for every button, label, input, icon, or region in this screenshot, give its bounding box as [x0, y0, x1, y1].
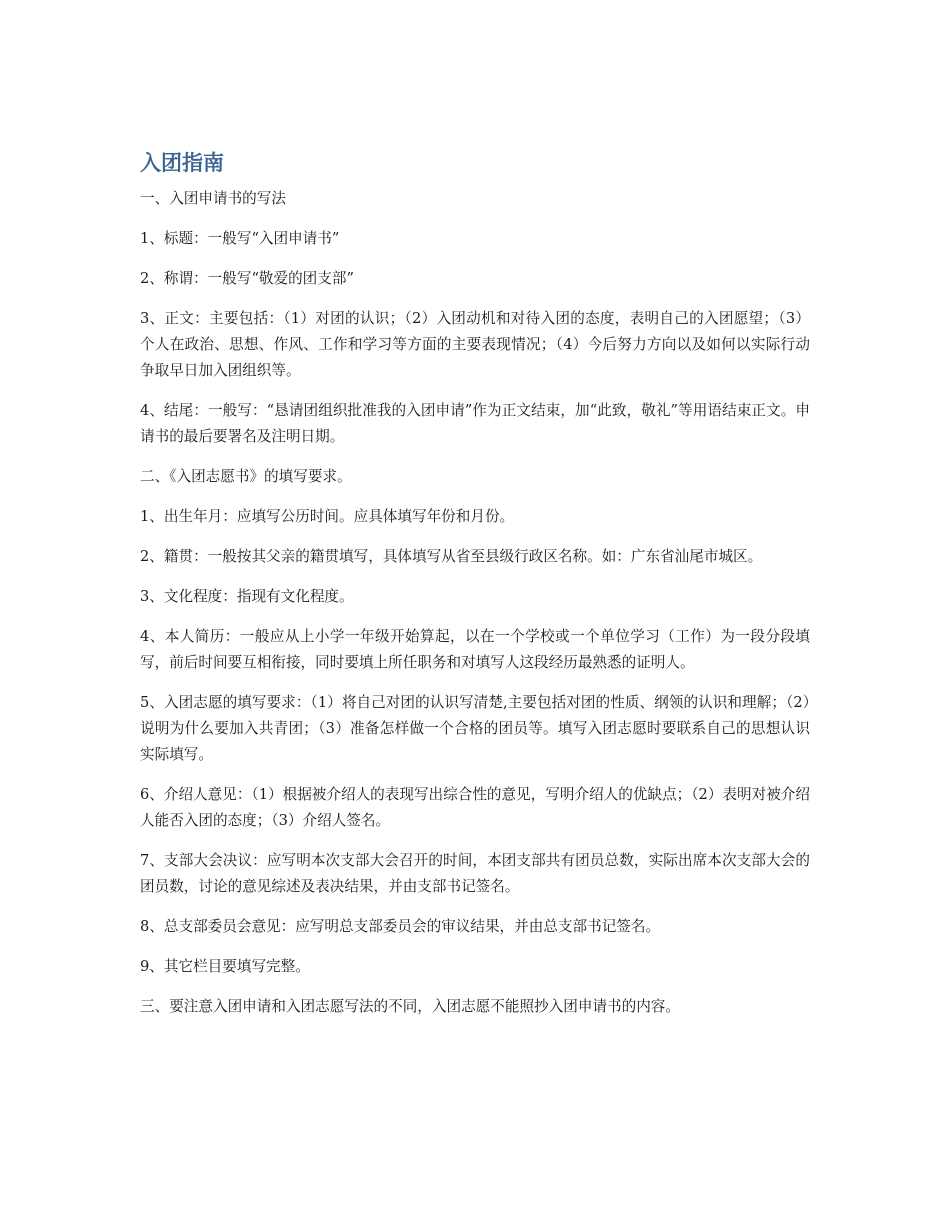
document-title: 入团指南 [140, 151, 224, 175]
paragraph-salutation-rule: 2、称谓：一般写“敬爱的团支部” [140, 270, 354, 287]
document-page [140, 148, 810, 1034]
section-heading-1: 一、入团申请书的写法 [140, 190, 286, 207]
paragraph-general-branch: 8、总支部委员会意见：应写明总支部委员会的审议结果，并由总支部书记签名。 [140, 918, 661, 935]
paragraph-other-fields: 9、其它栏目要填写完整。 [140, 958, 310, 975]
paragraph-aspiration: 5、入团志愿的填写要求：（1）将自己对团的认识写清楚,主要包括对团的性质、纲领的认识和理解；（2）说明为什么要加入共青团；（3）准备怎样做一个合格的团员等。填写入团志愿时要联系自己的思想认识实际填写。 [140, 694, 810, 763]
section-heading-3: 三、要注意入团申请和入团志愿写法的不同，入团志愿不能照抄入团申请书的内容。 [140, 998, 680, 1015]
section-heading-2: 二、《入团志愿书》的填写要求。 [140, 468, 352, 485]
paragraph-ending-rule: 4、结尾：一般写：“恳请团组织批准我的入团申请”作为正文结束，加“此致，敬礼”等用语结束正文。申请书的最后要署名及注明日期。 [140, 402, 810, 445]
paragraph-branch-resolution: 7、支部大会决议：应写明本次支部大会召开的时间，本团支部共有团员总数，实际出席本次支部大会的团员数，讨论的意见综述及表决结果，并由支部书记签名。 [140, 852, 810, 895]
paragraph-introducer: 6、介绍人意见：（1）根据被介绍人的表现写出综合性的意见，写明介绍人的优缺点；（2）表明对被介绍人能否入团的态度；（3）介绍人签名。 [140, 786, 810, 829]
paragraph-body-rule: 3、正文：主要包括：（1）对团的认识；（2）入团动机和对待入团的态度，表明自己的入团愿望；（3）个人在政治、思想、作风、工作和学习等方面的主要表现情况；（4）今后努力方向以及如何以实际行动争取早日加入团组织等。 [140, 310, 810, 379]
paragraph-education: 3、文化程度：指现有文化程度。 [140, 588, 354, 605]
paragraph-native-place: 2、籍贯：一般按其父亲的籍贯填写，具体填写从省至县级行政区名称。如：广东省汕尾市城区。 [140, 548, 763, 565]
paragraph-title-rule: 1、标题：一般写“入团申请书” [140, 230, 340, 247]
paragraph-birth-date: 1、出生年月：应填写公历时间。应具体填写年份和月份。 [140, 508, 515, 525]
paragraph-resume: 4、本人简历：一般应从上小学一年级开始算起，以在一个学校或一个单位学习（工作）为一段分段填写，前后时间要互相衔接，同时要填上所任职务和对填写人这段经历最熟悉的证明人。 [140, 628, 810, 671]
